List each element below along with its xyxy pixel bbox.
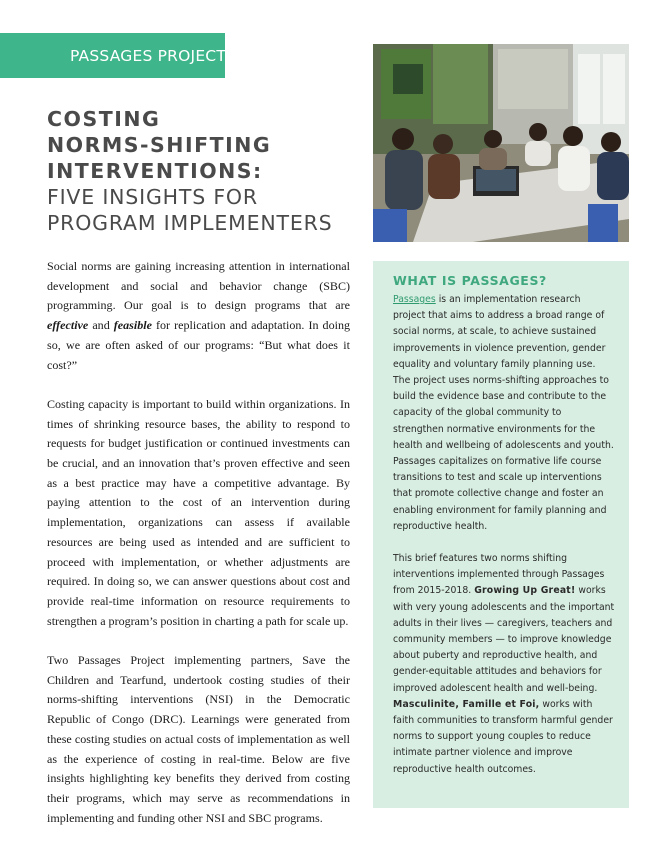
project-banner	[0, 33, 225, 78]
emphasis-feasible: feasible	[113, 318, 152, 333]
meeting-photo	[373, 44, 629, 242]
title-line: INTERVENTIONS:	[47, 159, 263, 183]
body-text-run: and	[88, 318, 114, 333]
sidebar-paragraph	[393, 551, 615, 778]
body-text-run: for replication and adaptation. In doing so, we are often asked of our programs: “But what does it cost?”	[47, 318, 350, 372]
meeting-photo-illustration	[373, 44, 629, 242]
sidebar-text-run: works with faith communities to transform harmful gender norms to support young couples to reduce intimate partner violence and improve reproductive health outcomes.	[393, 698, 613, 775]
what-is-passages-sidebar	[373, 261, 629, 808]
body-paragraph: Two Passages Project implementing partners, Save the Children and Tearfund, undertook costing studies of their norms-shifting interventions (NSI) in the Democratic Republic of Congo (DRC). Learnings were generated from these costing studies on actual costs of implementation as well as the experience of costing in real-time. Below are five insights highlighting key benefits they derived from costing their programs, which may serve as recommendations in implementing and funding other NSI and SBC programs.	[47, 653, 350, 825]
program-name-growing-up-great: Growing Up Great!	[474, 585, 576, 597]
sidebar-text-run: This brief features two norms shifting interventions implemented through Passages from 2015-2018.	[393, 553, 605, 597]
body-paragraph	[47, 257, 350, 375]
sidebar-text-run: is an implementation research project that aims to address a broad range of social norms, at scale, to achieve sustained improvements in violence prevention, gender equality and voluntary family planning use. The project uses norms-shifting approaches to build the evidence base and contribute to the capacity of the global community to strengthen normative environments for the health and wellbeing of adolescents and youth. Passages capitalizes on formative life course transitions to test and scale up interventions that promote collective change and foster an enabling environment for family planning and reproductive health.	[393, 294, 614, 532]
body-text-run: Social norms are gaining increasing attention in international development and social and behavior change (SBC) programming. Our goal is to design programs that are	[47, 259, 350, 313]
title-line: COSTING	[47, 107, 161, 131]
subtitle-line: PROGRAM IMPLEMENTERS	[47, 211, 333, 235]
passages-link[interactable]: Passages	[393, 294, 436, 305]
sidebar-paragraph	[393, 292, 615, 535]
body-paragraph: Costing capacity is important to build within organizations. In times of shrinking resource bases, the ability to respond to requests for budget justification or continued investments can be crucial, and an innovation that’s proven effective and seen as a best practice may have a competitive advantage. By paying attention to the cost of an intervention during implementation, organizations can assess if available resources are being used as intended and are sufficient to proceed with implementation, or whether adjustments are required. In doing so, we can answer questions about cost and provide real-time information on resource requirements to strengthen a program’s position in charting a path for scale up.	[47, 396, 350, 628]
body-text	[47, 257, 350, 848]
emphasis-effective: effective	[47, 318, 89, 333]
subtitle-line: FIVE INSIGHTS FOR	[47, 185, 258, 209]
sidebar-title: WHAT IS PASSAGES?	[393, 273, 547, 288]
page-title	[47, 106, 367, 236]
banner-label: PASSAGES PROJECT	[70, 46, 226, 65]
title-line: NORMS-SHIFTING	[47, 133, 272, 157]
program-name-masculinite: Masculinite, Famille et Foi,	[393, 698, 540, 710]
sidebar-text-run: works with very young adolescents and the important adults in their lives — caregivers, teachers and community members — to improve knowledge about puberty and reproductive health, and gender-equitable attitudes and behaviors for improved adolescent health and well-being.	[393, 585, 615, 694]
